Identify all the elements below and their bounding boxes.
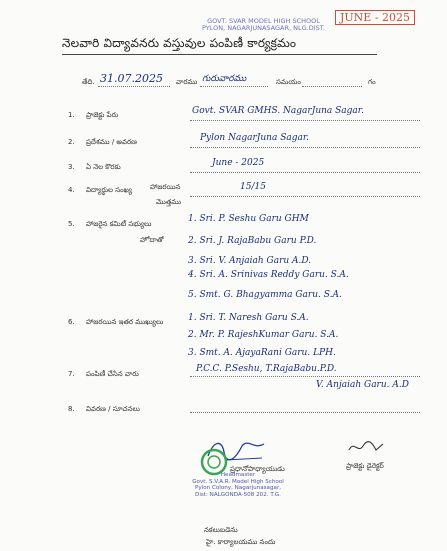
committee-member-3: 3. Sri. V. Anjaiah Garu A.D. [188, 256, 312, 266]
copy-to-line: హై. కార్యాలయము నందు [206, 538, 276, 546]
row-2-number: 2. [68, 138, 75, 146]
row-8-label: వివరణ / సూచనలు [86, 405, 140, 413]
stamp-bottom-line3: Pylon Colony, Nagarjunasagar, [194, 485, 282, 492]
row-4-label: విద్యార్థుల సంఖ్య [86, 186, 133, 194]
other-member-1: 1. Sri. T. Naresh Garu S.A. [188, 313, 309, 323]
row-2-label: ప్రదేశము / అవరణ [86, 138, 137, 146]
project-director-signature [346, 436, 386, 458]
row-1-label: ప్రాజెక్టు పేరు [86, 111, 119, 119]
other-member-3: 3. Smt. A. AjayaRani Garu. LPH. [188, 348, 336, 358]
time-label: సమయం [276, 78, 301, 86]
time-suffix: గం [368, 78, 376, 86]
row-3-number: 3. [68, 163, 75, 171]
committee-member-2: 2. Sri. J. RajaBabu Garu P.D. [188, 236, 317, 246]
day-dots [200, 86, 268, 87]
row-6-number: 6. [68, 318, 75, 326]
date-dots [98, 86, 170, 87]
title-underline [62, 54, 377, 55]
row-4-sublabel-present: హాజరయిన [150, 183, 181, 191]
project-director-label: ప్రాజెక్టు డైరెక్టర్ [346, 462, 384, 470]
stamp-bottom-line2: Govt. S.V.A.R. Model High School [192, 478, 284, 485]
row-7-label: పంపిణీ చేసిన వారు [86, 370, 139, 378]
row-5-label: హాజరైన కమిటీ సభ్యులు [86, 220, 152, 228]
row-6-label: హాజరయిన ఇతర ముఖ్యులు [86, 318, 164, 326]
committee-member-4: 4. Sri. A. Srinivas Reddy Garu. S.A. [188, 270, 349, 280]
row-4-dots [190, 196, 420, 197]
date-label: తేది. [82, 78, 95, 86]
school-stamp-top [196, 18, 331, 32]
row-4-value: 15/15 [240, 182, 266, 192]
stamp-bottom-line4: Dist: NALGONDA-508 202. T.G. [195, 491, 281, 498]
row-7-dots [190, 376, 420, 377]
row-5-sublabel: హోదాతో [140, 236, 164, 244]
headmaster-label: ప్రధానోపాధ్యాయుడు [230, 465, 285, 473]
month-badge: JUNE - 2025 [335, 10, 415, 25]
row-2-dots [190, 147, 420, 148]
copy-to-label: నకలుబడెను [204, 526, 238, 534]
committee-member-1: 1. Sri. P. Seshu Garu GHM [188, 214, 309, 224]
row-4-sublabel-total: మొత్తము [156, 198, 182, 206]
date-value: 31.07.2025 [100, 72, 163, 85]
row-8-number: 8. [68, 405, 75, 413]
row-2-value: Pylon NagarJuna Sagar. [200, 133, 310, 143]
document-title: నెలవారి విద్యావనరు వస్తువుల పంపిణీ కార్యక్రమం [62, 36, 297, 50]
stamp-top-line1: GOVT. SVAR MODEL HIGH SCHOOL [207, 17, 320, 25]
row-7-number: 7. [68, 370, 75, 378]
row-1-dots [190, 120, 420, 121]
row-8-dots [190, 412, 420, 413]
distributed-line-2: V. Anjaiah Garu. A.D [316, 380, 409, 390]
stamp-top-line2: PYLON, NAGARJUNASAGAR, NLG.DIST. [201, 24, 326, 32]
day-label: వారము [176, 78, 198, 86]
school-stamp-bottom [178, 472, 298, 498]
day-value: గురువారము [202, 74, 247, 84]
row-1-number: 1. [68, 111, 75, 119]
stamp-bottom-line1: Headmaster [220, 472, 256, 478]
time-dots [302, 86, 362, 87]
row-3-value: June - 2025 [212, 158, 265, 168]
row-3-dots [190, 172, 420, 173]
distributed-line-1: P.C.C. P.Seshu, T.RajaBabu.P.D. [196, 364, 337, 374]
row-4-number: 4. [68, 186, 75, 194]
committee-member-5: 5. Smt. G. Bhagyamma Garu. S.A. [188, 290, 342, 300]
row-5-number: 5. [68, 220, 75, 228]
other-member-2: 2. Mr. P. RajeshKumar Garu. S.A. [188, 330, 339, 340]
row-1-value: Govt. SVAR GMHS. NagarJuna Sagar. [192, 106, 364, 116]
row-3-label: ఏ నెల కొరకు [86, 163, 121, 171]
